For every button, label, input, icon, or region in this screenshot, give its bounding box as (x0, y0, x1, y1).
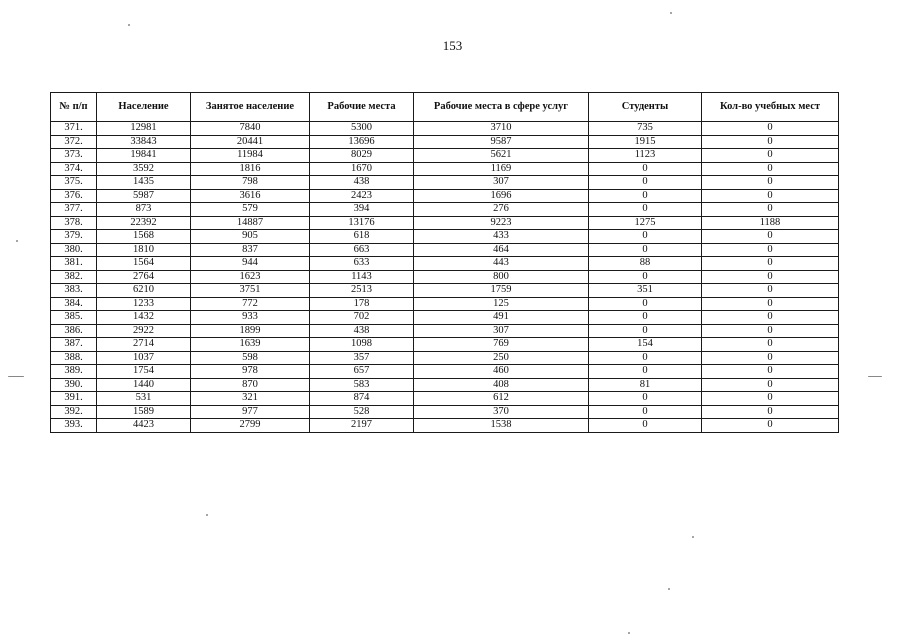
table-cell: 618 (310, 230, 414, 244)
table-cell: 0 (589, 419, 702, 433)
table-row (51, 257, 839, 271)
table-cell: 1143 (310, 270, 414, 284)
table-cell: 579 (191, 203, 310, 217)
table-cell: 657 (310, 365, 414, 379)
table-cell: 22392 (97, 216, 191, 230)
column-header: № п/п (51, 93, 97, 122)
table-cell: 2513 (310, 284, 414, 298)
table-cell: 583 (310, 378, 414, 392)
table-row (51, 338, 839, 352)
table-cell: 394 (310, 203, 414, 217)
table-cell: 5621 (414, 149, 589, 163)
table-row (51, 243, 839, 257)
table-cell: 1123 (589, 149, 702, 163)
table-row (51, 351, 839, 365)
table-cell: 0 (702, 405, 839, 419)
table-cell: 1037 (97, 351, 191, 365)
table-cell: 0 (702, 203, 839, 217)
table-cell: 370 (414, 405, 589, 419)
table-cell: 0 (589, 392, 702, 406)
table-cell: 905 (191, 230, 310, 244)
table-cell: 0 (589, 405, 702, 419)
table-cell: 0 (702, 176, 839, 190)
table-cell: 357 (310, 351, 414, 365)
table-cell: 372. (51, 135, 97, 149)
table-cell: 12981 (97, 122, 191, 136)
table-cell: 13176 (310, 216, 414, 230)
table-cell: 392. (51, 405, 97, 419)
table-cell: 0 (589, 297, 702, 311)
table-cell: 1915 (589, 135, 702, 149)
table-cell: 0 (589, 176, 702, 190)
table-cell: 371. (51, 122, 97, 136)
table-cell: 1589 (97, 405, 191, 419)
table-row (51, 419, 839, 433)
table-cell: 1810 (97, 243, 191, 257)
table-cell: 798 (191, 176, 310, 190)
table-cell: 381. (51, 257, 97, 271)
table-cell: 1432 (97, 311, 191, 325)
table-cell: 837 (191, 243, 310, 257)
table-cell: 438 (310, 176, 414, 190)
table-body (51, 122, 839, 433)
table-cell: 460 (414, 365, 589, 379)
table-cell: 19841 (97, 149, 191, 163)
table-row (51, 297, 839, 311)
table-cell: 870 (191, 378, 310, 392)
table-row (51, 122, 839, 136)
table-cell: 0 (589, 203, 702, 217)
table-cell: 385. (51, 311, 97, 325)
table-cell: 3616 (191, 189, 310, 203)
table-cell: 2714 (97, 338, 191, 352)
table-row (51, 324, 839, 338)
table-cell: 1623 (191, 270, 310, 284)
table-cell: 0 (702, 243, 839, 257)
table-cell: 1568 (97, 230, 191, 244)
table-cell: 250 (414, 351, 589, 365)
table-cell: 276 (414, 203, 589, 217)
table-cell: 1440 (97, 378, 191, 392)
table-cell: 598 (191, 351, 310, 365)
table-cell: 1759 (414, 284, 589, 298)
table-row (51, 311, 839, 325)
table-cell: 1435 (97, 176, 191, 190)
table-cell: 0 (589, 324, 702, 338)
table-cell: 0 (702, 378, 839, 392)
table-cell: 612 (414, 392, 589, 406)
table-cell: 702 (310, 311, 414, 325)
table-row (51, 284, 839, 298)
table-cell: 383. (51, 284, 97, 298)
scan-speck (16, 240, 18, 242)
table-cell: 633 (310, 257, 414, 271)
scan-speck (692, 536, 694, 538)
page-number: 153 (442, 38, 463, 53)
table-cell: 873 (97, 203, 191, 217)
table-row (51, 270, 839, 284)
table-cell: 933 (191, 311, 310, 325)
table-cell: 0 (702, 338, 839, 352)
table-cell: 377. (51, 203, 97, 217)
table-cell: 0 (702, 122, 839, 136)
table-cell: 33843 (97, 135, 191, 149)
table-cell: 387. (51, 338, 97, 352)
table-cell: 2922 (97, 324, 191, 338)
table-cell: 528 (310, 405, 414, 419)
column-header: Рабочие места (310, 93, 414, 122)
table-cell: 0 (702, 149, 839, 163)
data-table (50, 92, 839, 433)
table-cell: 0 (702, 162, 839, 176)
scan-speck (868, 376, 882, 377)
table-cell: 378. (51, 216, 97, 230)
table-cell: 0 (702, 284, 839, 298)
table-cell: 0 (589, 189, 702, 203)
table-cell: 0 (702, 257, 839, 271)
table-cell: 978 (191, 365, 310, 379)
table-cell: 5300 (310, 122, 414, 136)
table-cell: 769 (414, 338, 589, 352)
table-cell: 384. (51, 297, 97, 311)
table-cell: 9587 (414, 135, 589, 149)
table-cell: 0 (702, 324, 839, 338)
table-cell: 5987 (97, 189, 191, 203)
table-cell: 373. (51, 149, 97, 163)
table-cell: 531 (97, 392, 191, 406)
table-cell: 408 (414, 378, 589, 392)
table-cell: 491 (414, 311, 589, 325)
table-cell: 0 (702, 392, 839, 406)
table-cell: 391. (51, 392, 97, 406)
table-row (51, 176, 839, 190)
table-cell: 390. (51, 378, 97, 392)
column-header: Занятое население (191, 93, 310, 122)
table-cell: 433 (414, 230, 589, 244)
table-row (51, 189, 839, 203)
table-cell: 1816 (191, 162, 310, 176)
table-cell: 0 (702, 311, 839, 325)
table-cell: 944 (191, 257, 310, 271)
table-cell: 125 (414, 297, 589, 311)
table-cell: 321 (191, 392, 310, 406)
table-row (51, 203, 839, 217)
column-header: Население (97, 93, 191, 122)
table-cell: 375. (51, 176, 97, 190)
table-row (51, 365, 839, 379)
table-cell: 735 (589, 122, 702, 136)
column-header: Кол-во учебных мест (702, 93, 839, 122)
table-cell: 2423 (310, 189, 414, 203)
table-cell: 0 (702, 365, 839, 379)
table-cell: 376. (51, 189, 97, 203)
table-cell: 443 (414, 257, 589, 271)
table-cell: 1169 (414, 162, 589, 176)
table-cell: 0 (702, 270, 839, 284)
table-cell: 438 (310, 324, 414, 338)
table-cell: 11984 (191, 149, 310, 163)
table-cell: 0 (589, 351, 702, 365)
table-cell: 386. (51, 324, 97, 338)
table-cell: 0 (589, 270, 702, 284)
table-cell: 1098 (310, 338, 414, 352)
table-cell: 379. (51, 230, 97, 244)
table-cell: 772 (191, 297, 310, 311)
table-cell: 20441 (191, 135, 310, 149)
table-row (51, 216, 839, 230)
table-cell: 0 (702, 297, 839, 311)
table-cell: 977 (191, 405, 310, 419)
table-cell: 307 (414, 324, 589, 338)
table-cell: 0 (589, 230, 702, 244)
table-cell: 88 (589, 257, 702, 271)
table-row (51, 135, 839, 149)
table-cell: 6210 (97, 284, 191, 298)
table-row (51, 230, 839, 244)
table-cell: 1899 (191, 324, 310, 338)
table-header-row (51, 93, 839, 122)
table-cell: 464 (414, 243, 589, 257)
table-cell: 1639 (191, 338, 310, 352)
table-cell: 13696 (310, 135, 414, 149)
table-cell: 0 (702, 419, 839, 433)
table-cell: 1696 (414, 189, 589, 203)
table-cell: 307 (414, 176, 589, 190)
table-cell: 154 (589, 338, 702, 352)
table-cell: 800 (414, 270, 589, 284)
scan-speck (8, 376, 24, 377)
table-cell: 0 (702, 189, 839, 203)
column-header: Студенты (589, 93, 702, 122)
table-cell: 1670 (310, 162, 414, 176)
table-cell: 0 (702, 135, 839, 149)
table-cell: 1564 (97, 257, 191, 271)
column-header: Рабочие места в сфере услуг (414, 93, 589, 122)
table-cell: 0 (702, 230, 839, 244)
table-cell: 393. (51, 419, 97, 433)
table-cell: 1233 (97, 297, 191, 311)
table-cell: 8029 (310, 149, 414, 163)
table-cell: 1188 (702, 216, 839, 230)
table-row (51, 378, 839, 392)
table-cell: 9223 (414, 216, 589, 230)
table-cell: 3751 (191, 284, 310, 298)
table-row (51, 162, 839, 176)
scan-speck (670, 12, 672, 14)
table-cell: 663 (310, 243, 414, 257)
table-cell: 1538 (414, 419, 589, 433)
table-row (51, 392, 839, 406)
table-cell: 874 (310, 392, 414, 406)
table-cell: 374. (51, 162, 97, 176)
table-row (51, 405, 839, 419)
table-cell: 0 (589, 365, 702, 379)
table-cell: 14887 (191, 216, 310, 230)
scan-speck (668, 588, 670, 590)
table-cell: 380. (51, 243, 97, 257)
table-cell: 351 (589, 284, 702, 298)
table-cell: 0 (589, 243, 702, 257)
table-cell: 178 (310, 297, 414, 311)
table-cell: 2764 (97, 270, 191, 284)
table-cell: 81 (589, 378, 702, 392)
table-cell: 7840 (191, 122, 310, 136)
table-cell: 4423 (97, 419, 191, 433)
scan-speck (206, 514, 208, 516)
table-cell: 3710 (414, 122, 589, 136)
table-cell: 388. (51, 351, 97, 365)
table-row (51, 149, 839, 163)
scan-speck (128, 24, 130, 26)
table-cell: 382. (51, 270, 97, 284)
table-cell: 1275 (589, 216, 702, 230)
table-cell: 0 (589, 311, 702, 325)
table-cell: 1754 (97, 365, 191, 379)
scan-speck (628, 632, 630, 634)
table-cell: 0 (702, 351, 839, 365)
table-cell: 389. (51, 365, 97, 379)
table-cell: 2799 (191, 419, 310, 433)
table-cell: 3592 (97, 162, 191, 176)
table-cell: 0 (589, 162, 702, 176)
table-cell: 2197 (310, 419, 414, 433)
